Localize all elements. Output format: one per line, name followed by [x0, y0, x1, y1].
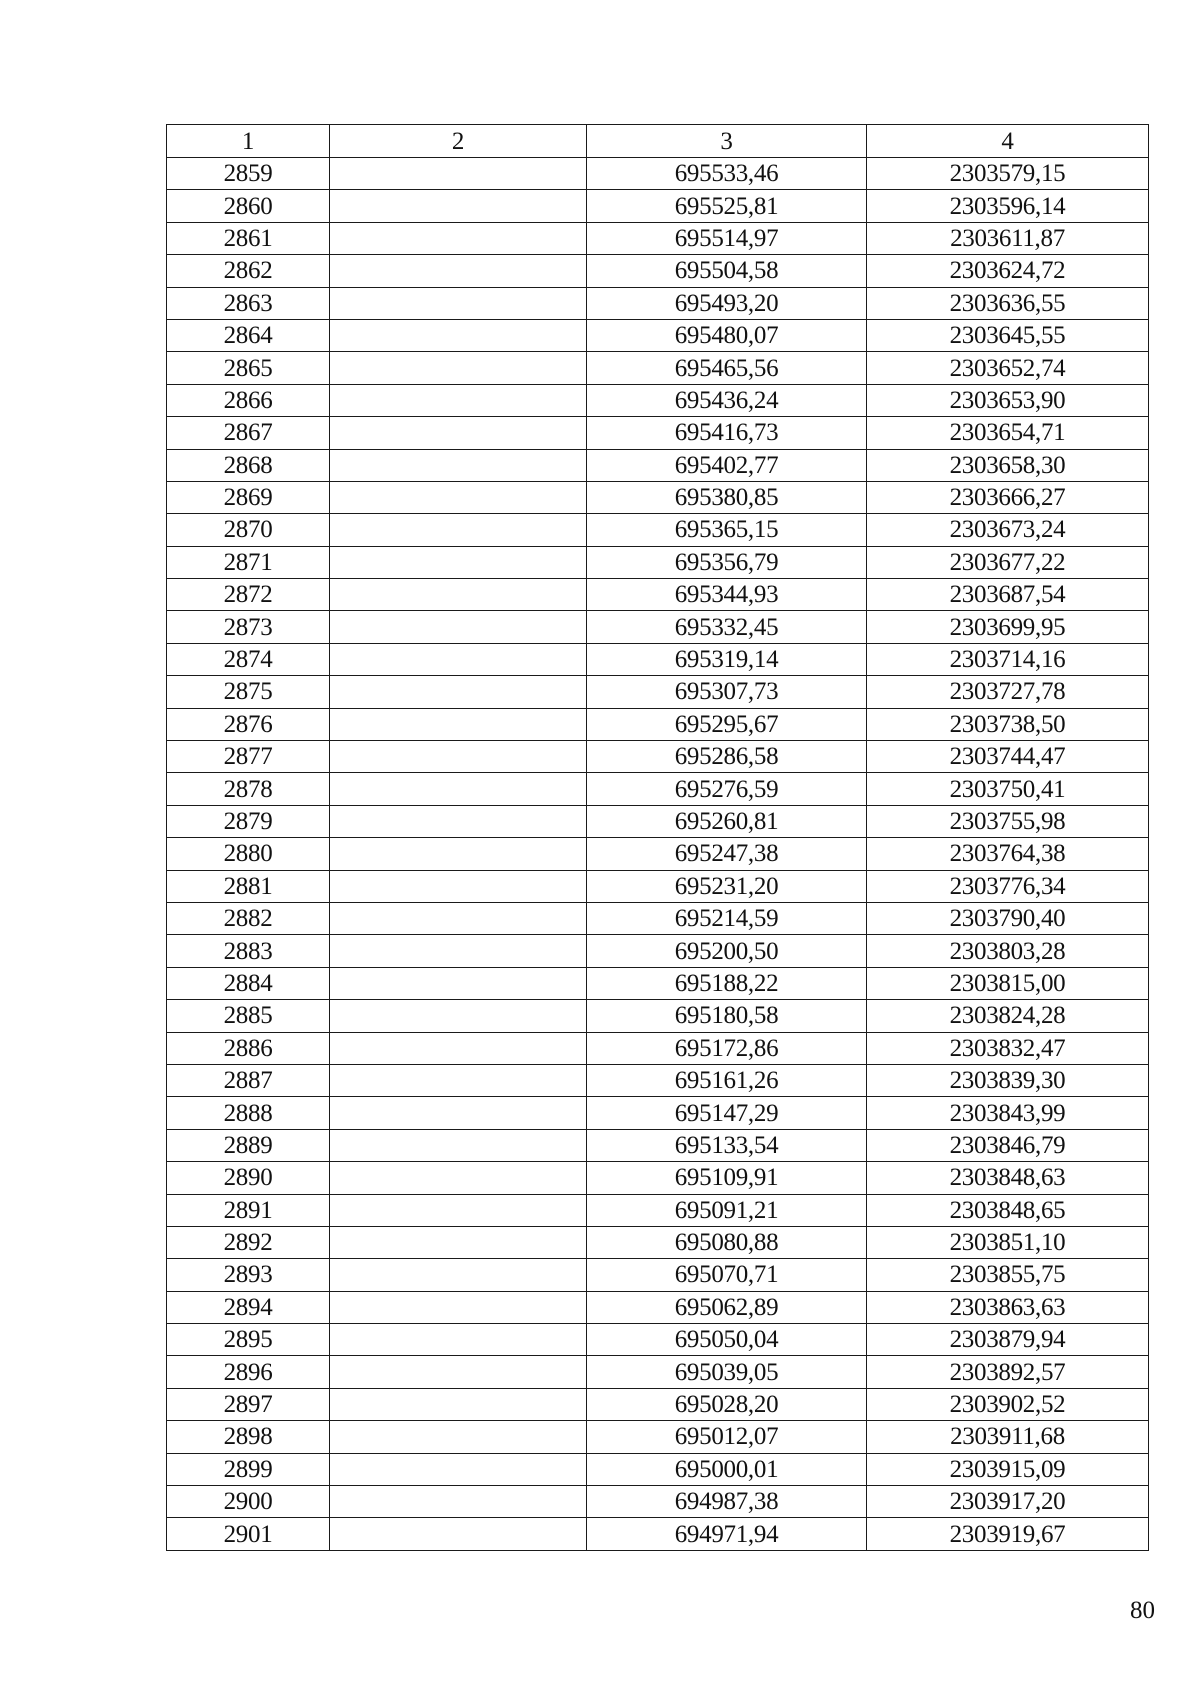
page-number: 80 [1130, 1597, 1155, 1624]
y-coordinate-cell: 2303755,98 [867, 805, 1149, 837]
point-number-cell: 2880 [167, 838, 330, 870]
y-coordinate-cell: 2303911,68 [867, 1421, 1149, 1453]
point-number-cell: 2890 [167, 1162, 330, 1194]
note-cell [330, 1356, 587, 1388]
table-row [167, 255, 1149, 287]
table-row [167, 1032, 1149, 1064]
y-coordinate-cell: 2303843,99 [867, 1097, 1149, 1129]
table-row [167, 579, 1149, 611]
table-row [167, 158, 1149, 190]
note-cell [330, 1518, 587, 1550]
note-cell [330, 741, 587, 773]
note-cell [330, 319, 587, 351]
table-row [167, 1486, 1149, 1518]
point-number-cell: 2900 [167, 1486, 330, 1518]
x-coordinate-cell: 695465,56 [587, 352, 867, 384]
table-row [167, 190, 1149, 222]
point-number-cell: 2863 [167, 287, 330, 319]
table-row [167, 1000, 1149, 1032]
point-number-cell: 2865 [167, 352, 330, 384]
point-number-cell: 2878 [167, 773, 330, 805]
point-number-cell: 2867 [167, 417, 330, 449]
y-coordinate-cell: 2303744,47 [867, 741, 1149, 773]
point-number-cell: 2860 [167, 190, 330, 222]
note-cell [330, 967, 587, 999]
x-coordinate-cell: 695344,93 [587, 579, 867, 611]
table-row [167, 1324, 1149, 1356]
table-row [167, 1064, 1149, 1096]
x-coordinate-cell: 695332,45 [587, 611, 867, 643]
table-row [167, 222, 1149, 254]
y-coordinate-cell: 2303919,67 [867, 1518, 1149, 1550]
y-coordinate-cell: 2303699,95 [867, 611, 1149, 643]
note-cell [330, 708, 587, 740]
y-coordinate-cell: 2303902,52 [867, 1388, 1149, 1420]
table-row [167, 384, 1149, 416]
table-row [167, 481, 1149, 513]
table-row [167, 287, 1149, 319]
note-cell [330, 417, 587, 449]
point-number-cell: 2869 [167, 481, 330, 513]
note-cell [330, 1259, 587, 1291]
note-cell [330, 384, 587, 416]
note-cell [330, 481, 587, 513]
y-coordinate-cell: 2303863,63 [867, 1291, 1149, 1323]
x-coordinate-cell: 695276,59 [587, 773, 867, 805]
point-number-cell: 2901 [167, 1518, 330, 1550]
y-coordinate-cell: 2303832,47 [867, 1032, 1149, 1064]
x-coordinate-cell: 695504,58 [587, 255, 867, 287]
x-coordinate-cell: 695533,46 [587, 158, 867, 190]
point-number-cell: 2864 [167, 319, 330, 351]
x-coordinate-cell: 695172,86 [587, 1032, 867, 1064]
table-row [167, 643, 1149, 675]
point-number-cell: 2877 [167, 741, 330, 773]
y-coordinate-cell: 2303738,50 [867, 708, 1149, 740]
note-cell [330, 546, 587, 578]
y-coordinate-cell: 2303714,16 [867, 643, 1149, 675]
y-coordinate-cell: 2303673,24 [867, 514, 1149, 546]
table-row [167, 967, 1149, 999]
point-number-cell: 2898 [167, 1421, 330, 1453]
table-row [167, 1356, 1149, 1388]
note-cell [330, 222, 587, 254]
y-coordinate-cell: 2303687,54 [867, 579, 1149, 611]
point-number-cell: 2871 [167, 546, 330, 578]
table-row [167, 676, 1149, 708]
note-cell [330, 1291, 587, 1323]
point-number-cell: 2874 [167, 643, 330, 675]
note-cell [330, 1453, 587, 1485]
note-cell [330, 1032, 587, 1064]
note-cell [330, 514, 587, 546]
x-coordinate-cell: 695062,89 [587, 1291, 867, 1323]
y-coordinate-cell: 2303654,71 [867, 417, 1149, 449]
note-cell [330, 352, 587, 384]
note-cell [330, 870, 587, 902]
note-cell [330, 1226, 587, 1258]
x-coordinate-cell: 695080,88 [587, 1226, 867, 1258]
table-row [167, 1518, 1149, 1550]
x-coordinate-cell: 695319,14 [587, 643, 867, 675]
note-cell [330, 773, 587, 805]
x-coordinate-cell: 695402,77 [587, 449, 867, 481]
point-number-cell: 2883 [167, 935, 330, 967]
point-number-cell: 2875 [167, 676, 330, 708]
y-coordinate-cell: 2303803,28 [867, 935, 1149, 967]
x-coordinate-cell: 695050,04 [587, 1324, 867, 1356]
x-coordinate-cell: 695070,71 [587, 1259, 867, 1291]
y-coordinate-cell: 2303790,40 [867, 902, 1149, 934]
point-number-cell: 2887 [167, 1064, 330, 1096]
note-cell [330, 676, 587, 708]
y-coordinate-cell: 2303848,63 [867, 1162, 1149, 1194]
table-row [167, 1259, 1149, 1291]
y-coordinate-cell: 2303846,79 [867, 1129, 1149, 1161]
note-cell [330, 838, 587, 870]
table-row [167, 1129, 1149, 1161]
table-row [167, 1291, 1149, 1323]
y-coordinate-cell: 2303653,90 [867, 384, 1149, 416]
y-coordinate-cell: 2303855,75 [867, 1259, 1149, 1291]
note-cell [330, 1324, 587, 1356]
x-coordinate-cell: 695514,97 [587, 222, 867, 254]
coordinates-table [166, 124, 1149, 1551]
y-coordinate-cell: 2303677,22 [867, 546, 1149, 578]
point-number-cell: 2884 [167, 967, 330, 999]
y-coordinate-cell: 2303611,87 [867, 222, 1149, 254]
x-coordinate-cell: 695525,81 [587, 190, 867, 222]
point-number-cell: 2872 [167, 579, 330, 611]
y-coordinate-cell: 2303851,10 [867, 1226, 1149, 1258]
table-row [167, 805, 1149, 837]
x-coordinate-cell: 695109,91 [587, 1162, 867, 1194]
x-coordinate-cell: 695480,07 [587, 319, 867, 351]
x-coordinate-cell: 695012,07 [587, 1421, 867, 1453]
x-coordinate-cell: 695436,24 [587, 384, 867, 416]
note-cell [330, 190, 587, 222]
note-cell [330, 1388, 587, 1420]
x-coordinate-cell: 695380,85 [587, 481, 867, 513]
table-row [167, 935, 1149, 967]
note-cell [330, 1097, 587, 1129]
y-coordinate-cell: 2303917,20 [867, 1486, 1149, 1518]
x-coordinate-cell: 695039,05 [587, 1356, 867, 1388]
point-number-cell: 2876 [167, 708, 330, 740]
x-coordinate-cell: 695028,20 [587, 1388, 867, 1420]
y-coordinate-cell: 2303915,09 [867, 1453, 1149, 1485]
point-number-cell: 2897 [167, 1388, 330, 1420]
x-coordinate-cell: 695200,50 [587, 935, 867, 967]
point-number-cell: 2879 [167, 805, 330, 837]
table-row [167, 708, 1149, 740]
column-header-4: 4 [867, 125, 1149, 158]
note-cell [330, 805, 587, 837]
table-row [167, 352, 1149, 384]
note-cell [330, 1421, 587, 1453]
y-coordinate-cell: 2303596,14 [867, 190, 1149, 222]
x-coordinate-cell: 695091,21 [587, 1194, 867, 1226]
point-number-cell: 2886 [167, 1032, 330, 1064]
note-cell [330, 643, 587, 675]
table-row [167, 838, 1149, 870]
point-number-cell: 2873 [167, 611, 330, 643]
note-cell [330, 1129, 587, 1161]
note-cell [330, 611, 587, 643]
point-number-cell: 2892 [167, 1226, 330, 1258]
note-cell [330, 1194, 587, 1226]
x-coordinate-cell: 695214,59 [587, 902, 867, 934]
y-coordinate-cell: 2303652,74 [867, 352, 1149, 384]
x-coordinate-cell: 695161,26 [587, 1064, 867, 1096]
table-row [167, 1162, 1149, 1194]
y-coordinate-cell: 2303666,27 [867, 481, 1149, 513]
x-coordinate-cell: 695147,29 [587, 1097, 867, 1129]
table-row [167, 870, 1149, 902]
note-cell [330, 1486, 587, 1518]
table-header-row [167, 125, 1149, 158]
y-coordinate-cell: 2303815,00 [867, 967, 1149, 999]
table-body [167, 158, 1149, 1551]
y-coordinate-cell: 2303624,72 [867, 255, 1149, 287]
x-coordinate-cell: 695133,54 [587, 1129, 867, 1161]
x-coordinate-cell: 695295,67 [587, 708, 867, 740]
x-coordinate-cell: 695356,79 [587, 546, 867, 578]
point-number-cell: 2882 [167, 902, 330, 934]
y-coordinate-cell: 2303839,30 [867, 1064, 1149, 1096]
x-coordinate-cell: 694971,94 [587, 1518, 867, 1550]
x-coordinate-cell: 694987,38 [587, 1486, 867, 1518]
point-number-cell: 2895 [167, 1324, 330, 1356]
y-coordinate-cell: 2303824,28 [867, 1000, 1149, 1032]
point-number-cell: 2888 [167, 1097, 330, 1129]
y-coordinate-cell: 2303658,30 [867, 449, 1149, 481]
point-number-cell: 2889 [167, 1129, 330, 1161]
y-coordinate-cell: 2303727,78 [867, 676, 1149, 708]
x-coordinate-cell: 695188,22 [587, 967, 867, 999]
table-row [167, 1388, 1149, 1420]
x-coordinate-cell: 695231,20 [587, 870, 867, 902]
note-cell [330, 1000, 587, 1032]
note-cell [330, 1162, 587, 1194]
point-number-cell: 2866 [167, 384, 330, 416]
point-number-cell: 2899 [167, 1453, 330, 1485]
table-row [167, 449, 1149, 481]
column-header-3: 3 [587, 125, 867, 158]
table-row [167, 773, 1149, 805]
table-row [167, 902, 1149, 934]
point-number-cell: 2894 [167, 1291, 330, 1323]
note-cell [330, 935, 587, 967]
point-number-cell: 2896 [167, 1356, 330, 1388]
x-coordinate-cell: 695180,58 [587, 1000, 867, 1032]
x-coordinate-cell: 695286,58 [587, 741, 867, 773]
note-cell [330, 255, 587, 287]
table-row [167, 1421, 1149, 1453]
y-coordinate-cell: 2303764,38 [867, 838, 1149, 870]
table-row [167, 1097, 1149, 1129]
x-coordinate-cell: 695493,20 [587, 287, 867, 319]
point-number-cell: 2861 [167, 222, 330, 254]
note-cell [330, 287, 587, 319]
table-row [167, 319, 1149, 351]
x-coordinate-cell: 695307,73 [587, 676, 867, 708]
y-coordinate-cell: 2303579,15 [867, 158, 1149, 190]
table-row [167, 1453, 1149, 1485]
x-coordinate-cell: 695416,73 [587, 417, 867, 449]
point-number-cell: 2885 [167, 1000, 330, 1032]
y-coordinate-cell: 2303892,57 [867, 1356, 1149, 1388]
table-row [167, 741, 1149, 773]
point-number-cell: 2893 [167, 1259, 330, 1291]
note-cell [330, 902, 587, 934]
point-number-cell: 2870 [167, 514, 330, 546]
note-cell [330, 158, 587, 190]
note-cell [330, 579, 587, 611]
table-row [167, 1226, 1149, 1258]
x-coordinate-cell: 695247,38 [587, 838, 867, 870]
x-coordinate-cell: 695365,15 [587, 514, 867, 546]
point-number-cell: 2891 [167, 1194, 330, 1226]
note-cell [330, 449, 587, 481]
y-coordinate-cell: 2303750,41 [867, 773, 1149, 805]
table-row [167, 1194, 1149, 1226]
column-header-1: 1 [167, 125, 330, 158]
x-coordinate-cell: 695000,01 [587, 1453, 867, 1485]
point-number-cell: 2859 [167, 158, 330, 190]
y-coordinate-cell: 2303636,55 [867, 287, 1149, 319]
y-coordinate-cell: 2303879,94 [867, 1324, 1149, 1356]
table-row [167, 514, 1149, 546]
y-coordinate-cell: 2303776,34 [867, 870, 1149, 902]
table-row [167, 546, 1149, 578]
y-coordinate-cell: 2303645,55 [867, 319, 1149, 351]
point-number-cell: 2881 [167, 870, 330, 902]
table-row [167, 611, 1149, 643]
note-cell [330, 1064, 587, 1096]
x-coordinate-cell: 695260,81 [587, 805, 867, 837]
table-row [167, 417, 1149, 449]
point-number-cell: 2862 [167, 255, 330, 287]
column-header-2: 2 [330, 125, 587, 158]
y-coordinate-cell: 2303848,65 [867, 1194, 1149, 1226]
point-number-cell: 2868 [167, 449, 330, 481]
